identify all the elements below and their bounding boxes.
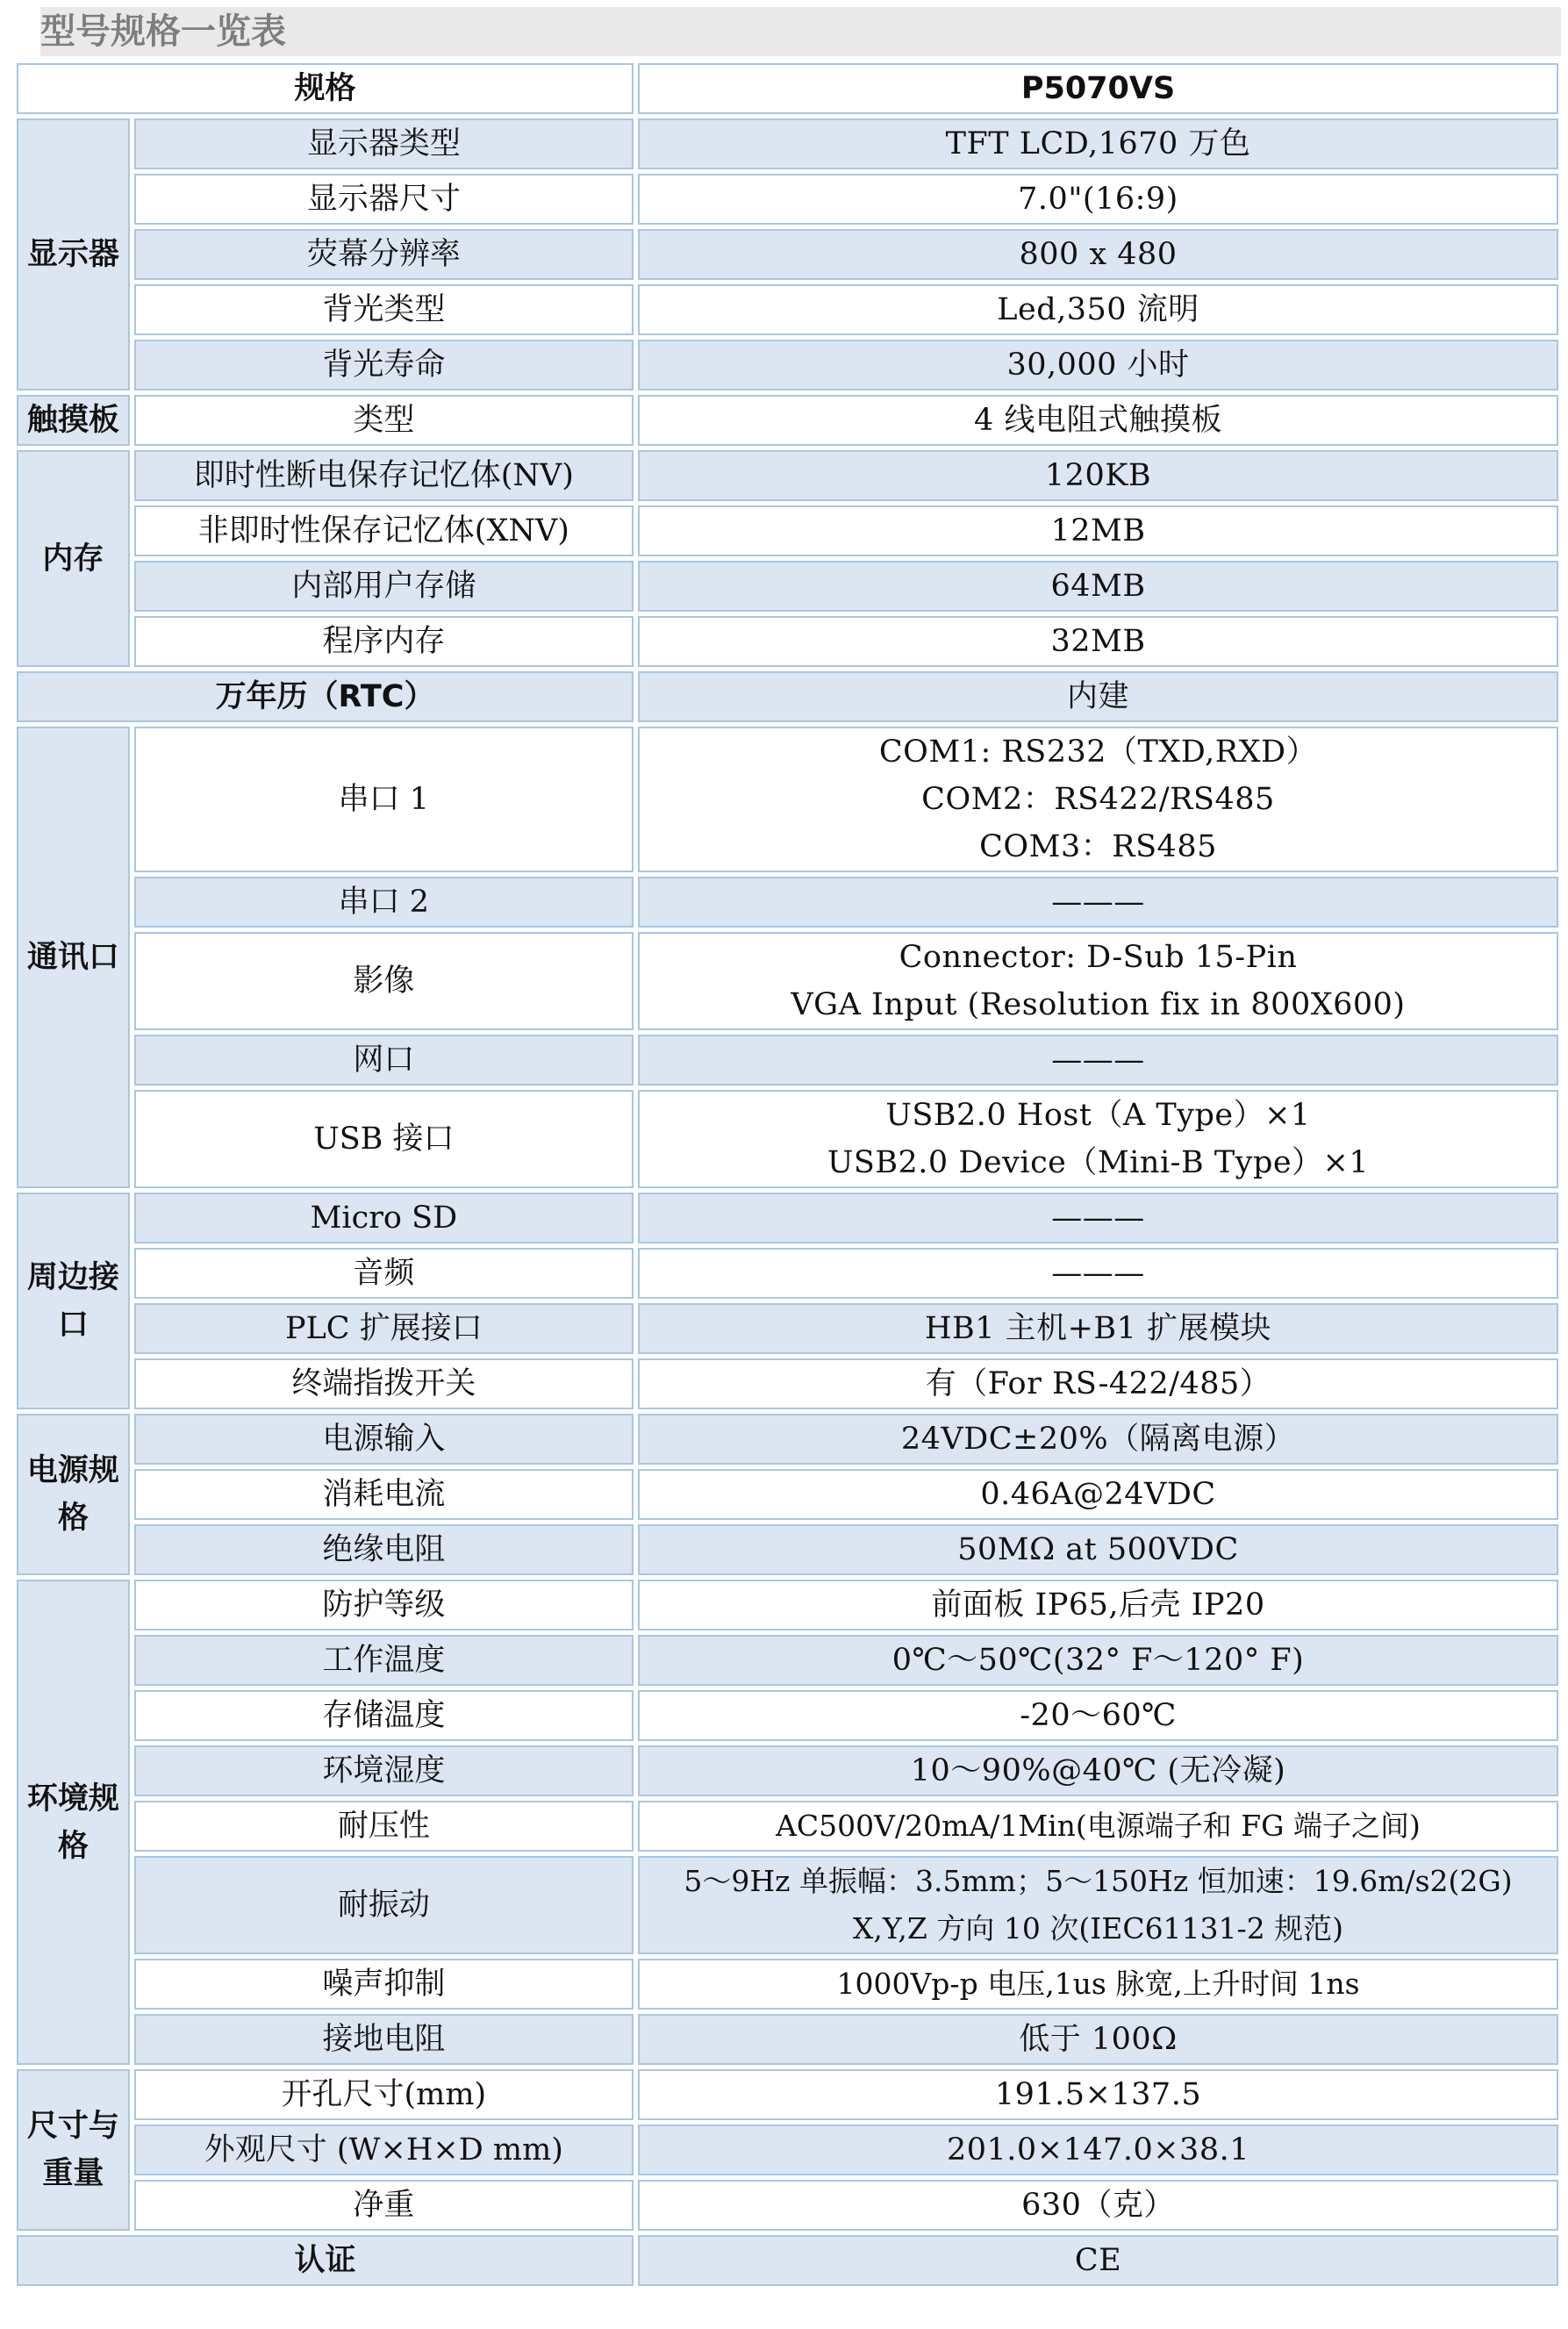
row-label: 工作温度 [134,1635,634,1686]
page-title-text: 型号规格一览表 [40,11,286,52]
value-line: 5～9Hz 单振幅：3.5mm；5～150Hz 恒加速：19.6m/s2(2G) [684,1864,1513,1898]
cert-value: CE [638,2235,1558,2286]
table-row [17,671,1558,722]
row-value [638,1856,1558,1954]
value-line: X,Y,Z 方向 10 次(IEC61131-2 规范) [852,1911,1344,1946]
row-value: 7.0"(16:9) [638,174,1558,225]
row-label: 背光寿命 [134,340,634,391]
rtc-label: 万年历（RTC） [17,671,634,722]
table-row [17,1745,1558,1796]
table-row [17,340,1558,391]
row-value: 50MΩ at 500VDC [638,1524,1558,1575]
row-value: 10～90%@40℃ (无冷凝) [638,1745,1558,1796]
row-value: 前面板 IP65,后壳 IP20 [638,1580,1558,1630]
table-row [17,2125,1558,2175]
row-value: 0℃～50℃(32° F～120° F) [638,1635,1558,1686]
table-row [17,1248,1558,1299]
row-label: 音频 [134,1248,634,1299]
spec-table [12,59,1563,2290]
value-line: USB2.0 Host（A Type）×1 [885,1098,1311,1133]
row-value [638,727,1558,872]
table-row [17,1580,1558,1630]
row-label: 接地电阻 [134,2014,634,2065]
row-label: 程序内存 [134,616,634,667]
table-row [17,2235,1558,2286]
table-row [17,1414,1558,1465]
page-title [40,7,1561,56]
table-row [17,2014,1558,2065]
group-size: 尺寸与重量 [17,2069,130,2231]
table-row [17,1358,1558,1409]
cert-label: 认证 [17,2235,634,2286]
table-row [17,1635,1558,1686]
row-value: AC500V/20mA/1Min(电源端子和 FG 端子之间) [638,1801,1558,1852]
table-row [17,1090,1558,1188]
row-value: 24VDC±20%（隔离电源） [638,1414,1558,1465]
row-value: HB1 主机+B1 扩展模块 [638,1303,1558,1354]
row-label: 绝缘电阻 [134,1524,634,1575]
table-row [17,616,1558,667]
row-value: ——— [638,1193,1558,1243]
row-label: Micro SD [134,1193,634,1243]
header-spec: 规格 [17,63,634,114]
row-label: 非即时性保存记忆体(XNV) [134,505,634,556]
row-label: 净重 [134,2180,634,2231]
header-model: P5070VS [638,63,1558,114]
table-row [17,284,1558,335]
value-line: USB2.0 Device（Mini-B Type）×1 [827,1145,1370,1180]
row-value: -20～60℃ [638,1690,1558,1741]
row-value: 120KB [638,450,1558,501]
group-env: 环境规格 [17,1580,130,2065]
table-row [17,1193,1558,1243]
row-value: 30,000 小时 [638,340,1558,391]
row-label: 开孔尺寸(mm) [134,2069,634,2120]
row-label: 类型 [134,395,634,446]
table-row [17,727,1558,872]
value-line: COM3：RS485 [979,829,1217,864]
row-label: 耐压性 [134,1801,634,1852]
row-label: 串口 2 [134,877,634,928]
table-row [17,118,1558,169]
row-label: 即时性断电保存记忆体(NV) [134,450,634,501]
row-label: 内部用户存储 [134,561,634,612]
row-value: 191.5×137.5 [638,2069,1558,2120]
row-label: 背光类型 [134,284,634,335]
row-label: 荧幕分辨率 [134,229,634,280]
row-value: 800 x 480 [638,229,1558,280]
row-value: 12MB [638,505,1558,556]
row-value: 1000Vp-p 电压,1us 脉宽,上升时间 1ns [638,1959,1558,2010]
group-touch: 触摸板 [17,395,130,446]
row-label: 电源输入 [134,1414,634,1465]
table-row [17,229,1558,280]
table-row [17,1524,1558,1575]
value-line: VGA Input (Resolution fix in 800X600) [791,987,1406,1022]
table-row [17,1690,1558,1741]
row-value: 32MB [638,616,1558,667]
value-line: COM1: RS232（TXD,RXD） [878,735,1318,770]
row-label: 耐振动 [134,1856,634,1954]
row-value: Led,350 流明 [638,284,1558,335]
group-power: 电源规格 [17,1414,130,1575]
row-value: ——— [638,1248,1558,1299]
row-label: USB 接口 [134,1090,634,1188]
table-row [17,174,1558,225]
row-label: 终端指拨开关 [134,1358,634,1409]
row-label: 显示器尺寸 [134,174,634,225]
row-label: 环境湿度 [134,1745,634,1796]
row-label: 噪声抑制 [134,1959,634,2010]
table-row [17,2180,1558,2231]
table-row [17,505,1558,556]
row-label: 显示器类型 [134,118,634,169]
table-row [17,1801,1558,1852]
row-label: 网口 [134,1035,634,1086]
table-row [17,1303,1558,1354]
table-row [17,1469,1558,1520]
row-label: 存储温度 [134,1690,634,1741]
row-value: ——— [638,1035,1558,1086]
group-periph: 周边接口 [17,1193,130,1409]
group-display: 显示器 [17,118,130,391]
row-value: 有（For RS-422/485） [638,1358,1558,1409]
table-row [17,450,1558,501]
row-value: 630（克） [638,2180,1558,2231]
group-memory: 内存 [17,450,130,667]
value-line: Connector: D-Sub 15-Pin [899,940,1298,975]
row-value: 64MB [638,561,1558,612]
row-value: 低于 100Ω [638,2014,1558,2065]
table-row [17,1856,1558,1954]
value-line: COM2：RS422/RS485 [921,782,1275,817]
table-row [17,877,1558,928]
group-comm: 通讯口 [17,727,130,1188]
rtc-value: 内建 [638,671,1558,722]
row-value [638,1090,1558,1188]
table-row [17,561,1558,612]
row-value: 201.0×147.0×38.1 [638,2125,1558,2175]
row-value: 4 线电阻式触摸板 [638,395,1558,446]
row-label: 外观尺寸 (W×H×D mm) [134,2125,634,2175]
table-row [17,395,1558,446]
row-label: 串口 1 [134,727,634,872]
row-value: 0.46A@24VDC [638,1469,1558,1520]
table-header-row [17,63,1558,114]
row-label: 影像 [134,932,634,1030]
table-row [17,1035,1558,1086]
row-value: TFT LCD,1670 万色 [638,118,1558,169]
table-row [17,932,1558,1030]
table-row [17,2069,1558,2120]
row-label: 防护等级 [134,1580,634,1630]
row-label: PLC 扩展接口 [134,1303,634,1354]
table-row [17,1959,1558,2010]
row-value [638,932,1558,1030]
row-label: 消耗电流 [134,1469,634,1520]
row-value: ——— [638,877,1558,928]
